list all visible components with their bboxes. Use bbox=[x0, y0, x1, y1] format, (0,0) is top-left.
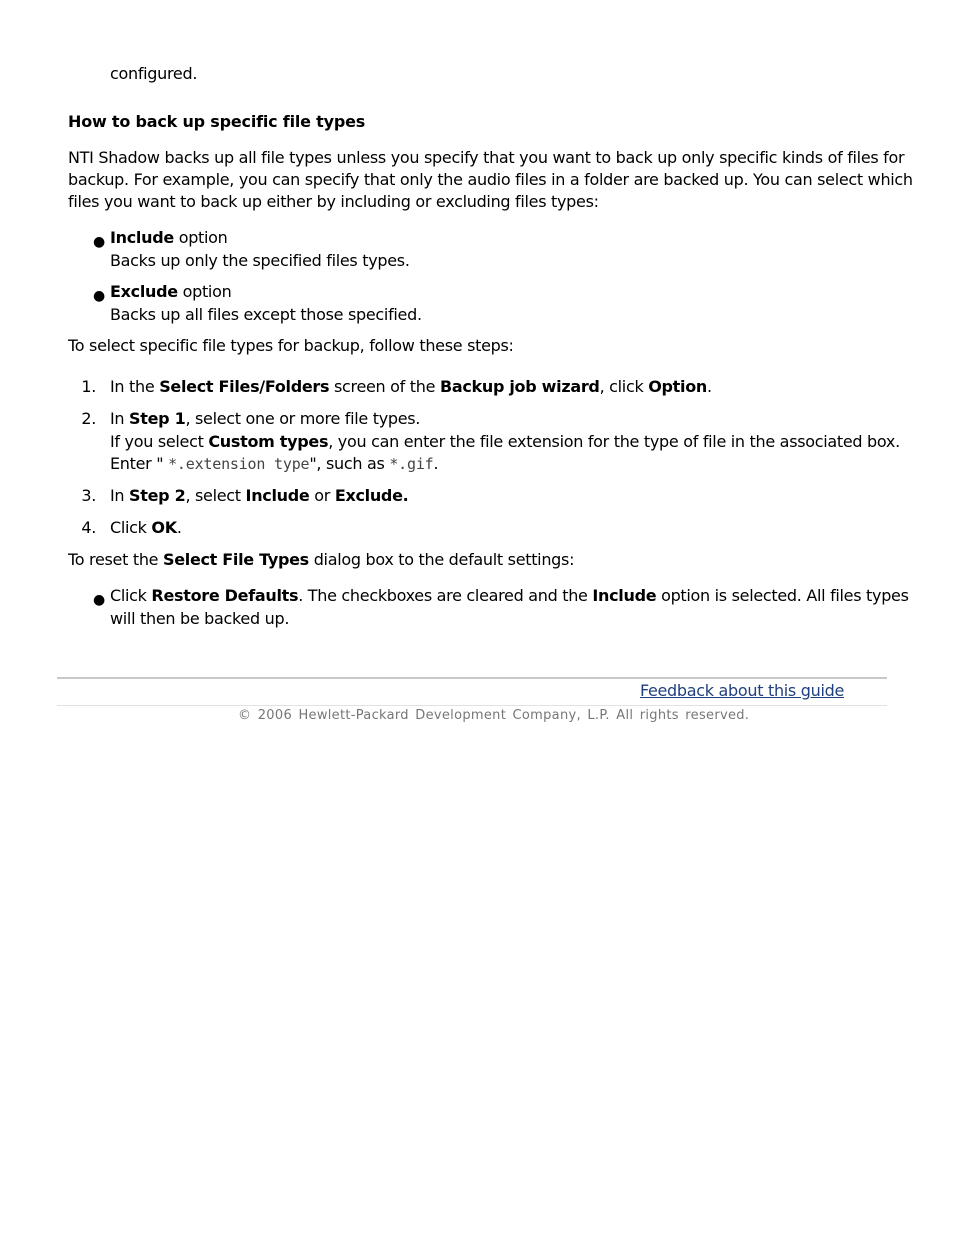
step-text: In Step 1, select one or more file types. bbox=[110, 409, 421, 428]
step-text: Click OK. bbox=[110, 518, 182, 537]
code-sample: *.gif bbox=[389, 455, 434, 473]
step-text: In Step 2, select Include or Exclude. bbox=[110, 486, 409, 505]
bullet-icon: ● bbox=[93, 234, 106, 250]
bullet-icon: ● bbox=[93, 592, 106, 608]
step-text: In the Select Files/Folders screen of the Backup job wizard, click Option. bbox=[110, 377, 712, 396]
reset-intro-text: To reset the Select File Types dialog box to the default settings: bbox=[68, 550, 575, 569]
intro-tail-text: configured. bbox=[110, 64, 198, 83]
bullet-icon: ● bbox=[93, 288, 106, 304]
step-text: Enter " *.extension type", such as *.gif. bbox=[110, 454, 439, 473]
copyright-text: © 2006 Hewlett-Packard Development Company, L.P. All rights reserved. bbox=[238, 708, 750, 723]
list-item-text: will then be backed up. bbox=[110, 609, 290, 628]
step-text: If you select Custom types, you can enter the file extension for the type of file in the associated box. bbox=[110, 432, 900, 451]
paragraph-line: NTI Shadow backs up all file types unless you specify that you want to back up only specific kinds of files for bbox=[68, 148, 905, 167]
section-heading: How to back up specific file types bbox=[68, 112, 366, 131]
list-item-text: Click Restore Defaults. The checkboxes are cleared and the Include option is selected. All files types bbox=[110, 586, 909, 605]
list-item-title: Include option bbox=[110, 228, 228, 247]
feedback-link[interactable]: Feedback about this guide bbox=[639, 681, 844, 700]
list-item-title: Exclude option bbox=[110, 282, 232, 301]
list-item-desc: Backs up only the specified files types. bbox=[110, 251, 410, 270]
step-number: 2. bbox=[81, 409, 96, 428]
step-number: 3. bbox=[81, 486, 96, 505]
steps-intro-text: To select specific file types for backup, follow these steps: bbox=[68, 336, 514, 355]
step-number: 1. bbox=[81, 377, 96, 396]
step-number: 4. bbox=[81, 518, 96, 537]
list-item-desc: Backs up all files except those specified. bbox=[110, 305, 422, 324]
code-sample: *.extension type bbox=[168, 455, 310, 473]
paragraph-line: backup. For example, you can specify that only the audio files in a folder are backed up. You can select which bbox=[68, 170, 913, 189]
paragraph-line: files you want to back up either by including or excluding files types: bbox=[68, 192, 599, 211]
footer-divider bbox=[57, 677, 887, 679]
